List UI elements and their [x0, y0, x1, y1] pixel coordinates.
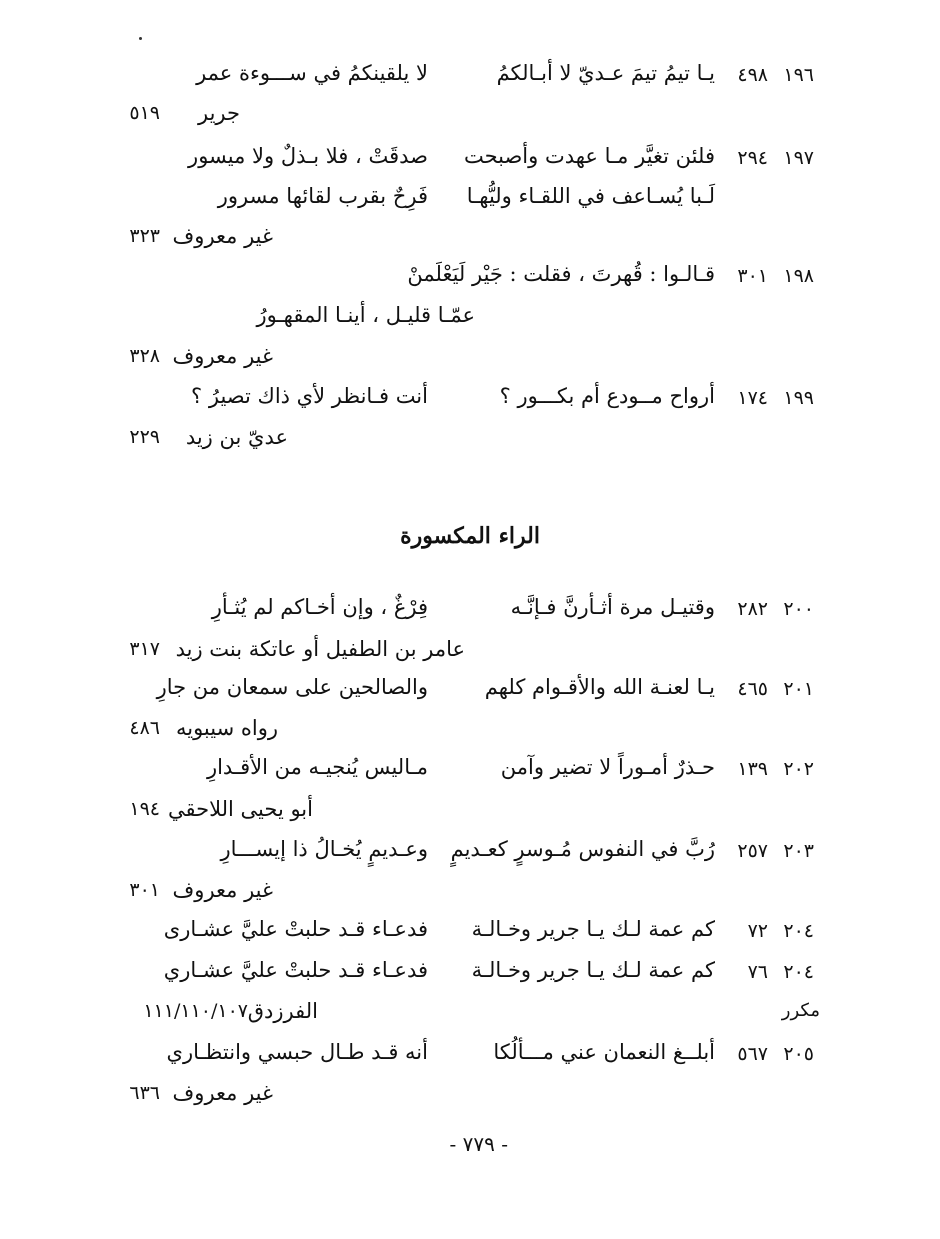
page-number: - ٧٧٩ -	[449, 1132, 508, 1156]
entry-number: ٢٠٣	[783, 840, 814, 862]
verse-second-hemistich: فِرْغٌ ، وإن أخـاكم لم يُثـأرِ	[211, 595, 428, 619]
entry-page: ١٣٩	[737, 758, 768, 780]
entry-page: ٧٦	[747, 961, 768, 983]
verse-first-hemistich: كم عمة لـك يـا جرير وخـالـة	[471, 958, 715, 982]
verse-second-hemistich: فدعـاء قـد حلبتْ عليَّ عشـارى	[163, 917, 428, 941]
entry-page: ٢٩٤	[737, 147, 768, 169]
verse-second-hemistich: مـاليس يُنجيـه من الأقـدارِ	[206, 755, 428, 779]
verse-second-hemistich: والصالحين على سمعان من جارِ	[156, 675, 428, 699]
entry-page: ٢٨٢	[737, 598, 768, 620]
entry-page: ٣٠١	[737, 265, 768, 287]
verse-first-hemistich: لَـبا يُسـاعف في اللقـاء وليُّهـا	[466, 184, 715, 208]
poet-name: غير معروف	[172, 224, 273, 248]
entry-page: ٤٦٥	[737, 678, 768, 700]
entry-number: ١٩٨	[783, 265, 814, 287]
entry-number: ١٩٧	[783, 147, 814, 169]
entry-page: ٥٦٧	[737, 1043, 768, 1065]
entry-number: ١٩٦	[783, 64, 814, 86]
entry-page: ٢٥٧	[737, 840, 768, 862]
poet-ref: ٥١٩	[129, 102, 160, 124]
section-heading: الراء المكسورة	[400, 523, 540, 549]
entry-number: ٢٠٤	[783, 920, 814, 942]
verse-first-hemistich: قـالـوا : قُهرتَ ، فقلت : جَيْر لَيَعْلَمنْ	[407, 262, 715, 286]
verse-first-hemistich: وقتيـل مرة أثـأرنَّ فـإنَّـه	[510, 595, 715, 619]
poet-ref: ٢٢٩	[129, 426, 160, 448]
poet-ref: ٦٣٦	[129, 1082, 160, 1104]
poet-name: عامر بن الطفيل أو عاتكة بنت زيد	[175, 637, 465, 661]
poet-ref: ٣٠١	[129, 879, 160, 901]
verse-second-hemistich: عمّـا قليـل ، أينـا المقهـورُ	[256, 303, 475, 327]
scan-speck	[139, 37, 142, 40]
verse-first-hemistich: يـا لعنـة الله والأقـوام كلهم	[484, 675, 715, 699]
poet-name: غير معروف	[172, 1081, 273, 1105]
verse-first-hemistich: فلئن تغيَّر مـا عهدت وأصبحت	[463, 144, 715, 168]
verse-second-hemistich: صدقَتْ ، فلا بـذلٌ ولا ميسور	[188, 144, 428, 168]
entry-page: ٧٢	[747, 920, 768, 942]
poet-name: غير معروف	[172, 344, 273, 368]
poet-name: رواه سيبويه	[175, 716, 278, 740]
verse-second-hemistich: أنت فـانظر لأي ذاك تصيرُ ؟	[191, 384, 428, 408]
repeat-mark: مكرر	[781, 1000, 820, 1021]
verse-second-hemistich: فَرِحٌ بقرب لقائها مسرور	[217, 184, 428, 208]
entry-number: ٢٠١	[783, 678, 814, 700]
entry-number: ٢٠٠	[783, 598, 814, 620]
poet-name: عديّ بن زيد	[185, 425, 288, 449]
poet-ref: ١٩٤	[129, 798, 160, 820]
poet-ref: ٣٢٣	[129, 225, 160, 247]
poet-name: جرير	[198, 101, 240, 125]
entry-number: ٢٠٥	[783, 1043, 814, 1065]
entry-number: ٢٠٤	[783, 961, 814, 983]
entry-page: ٤٩٨	[737, 64, 768, 86]
verse-first-hemistich: أبلــغ النعمان عني مـــألُكا	[493, 1040, 715, 1064]
entry-page: ١٧٤	[737, 387, 768, 409]
poet-name: الفرزدق	[247, 999, 318, 1023]
verse-second-hemistich: فدعـاء قـد حلبتْ عليَّ عشـاري	[163, 958, 428, 982]
poet-ref: ٣٢٨	[129, 345, 160, 367]
verse-first-hemistich: أرواح مــودع أم بكـــور ؟	[499, 384, 715, 408]
verse-first-hemistich: يـا تيمُ تيمَ عـديّ لا أبـالكمُ	[496, 61, 715, 85]
poet-name: غير معروف	[172, 878, 273, 902]
verse-second-hemistich: وعـديمٍ يُخـالُ ذا إيســـارِ	[220, 837, 428, 861]
verse-second-hemistich: أنه قـد طـال حبسي وانتظـاري	[166, 1040, 428, 1064]
verse-second-hemistich: لا يلقينكمُ في ســـوءة عمر	[196, 61, 428, 85]
verse-first-hemistich: حـذرٌ أمـوراً لا تضير وآمن	[500, 755, 715, 779]
entry-number: ٢٠٢	[783, 758, 814, 780]
poet-ref: ١١١/١١٠/١٠٧	[143, 1000, 248, 1022]
poet-name: أبو يحيى اللاحقي	[168, 797, 313, 821]
poet-ref: ٤٨٦	[129, 717, 160, 739]
entry-number: ١٩٩	[783, 387, 814, 409]
verse-first-hemistich: كم عمة لـك يـا جرير وخـالـة	[471, 917, 715, 941]
verse-first-hemistich: رُبَّ في النفوس مُـوسرٍ كعـديمٍ	[450, 837, 715, 861]
poet-ref: ٣١٧	[129, 638, 160, 660]
